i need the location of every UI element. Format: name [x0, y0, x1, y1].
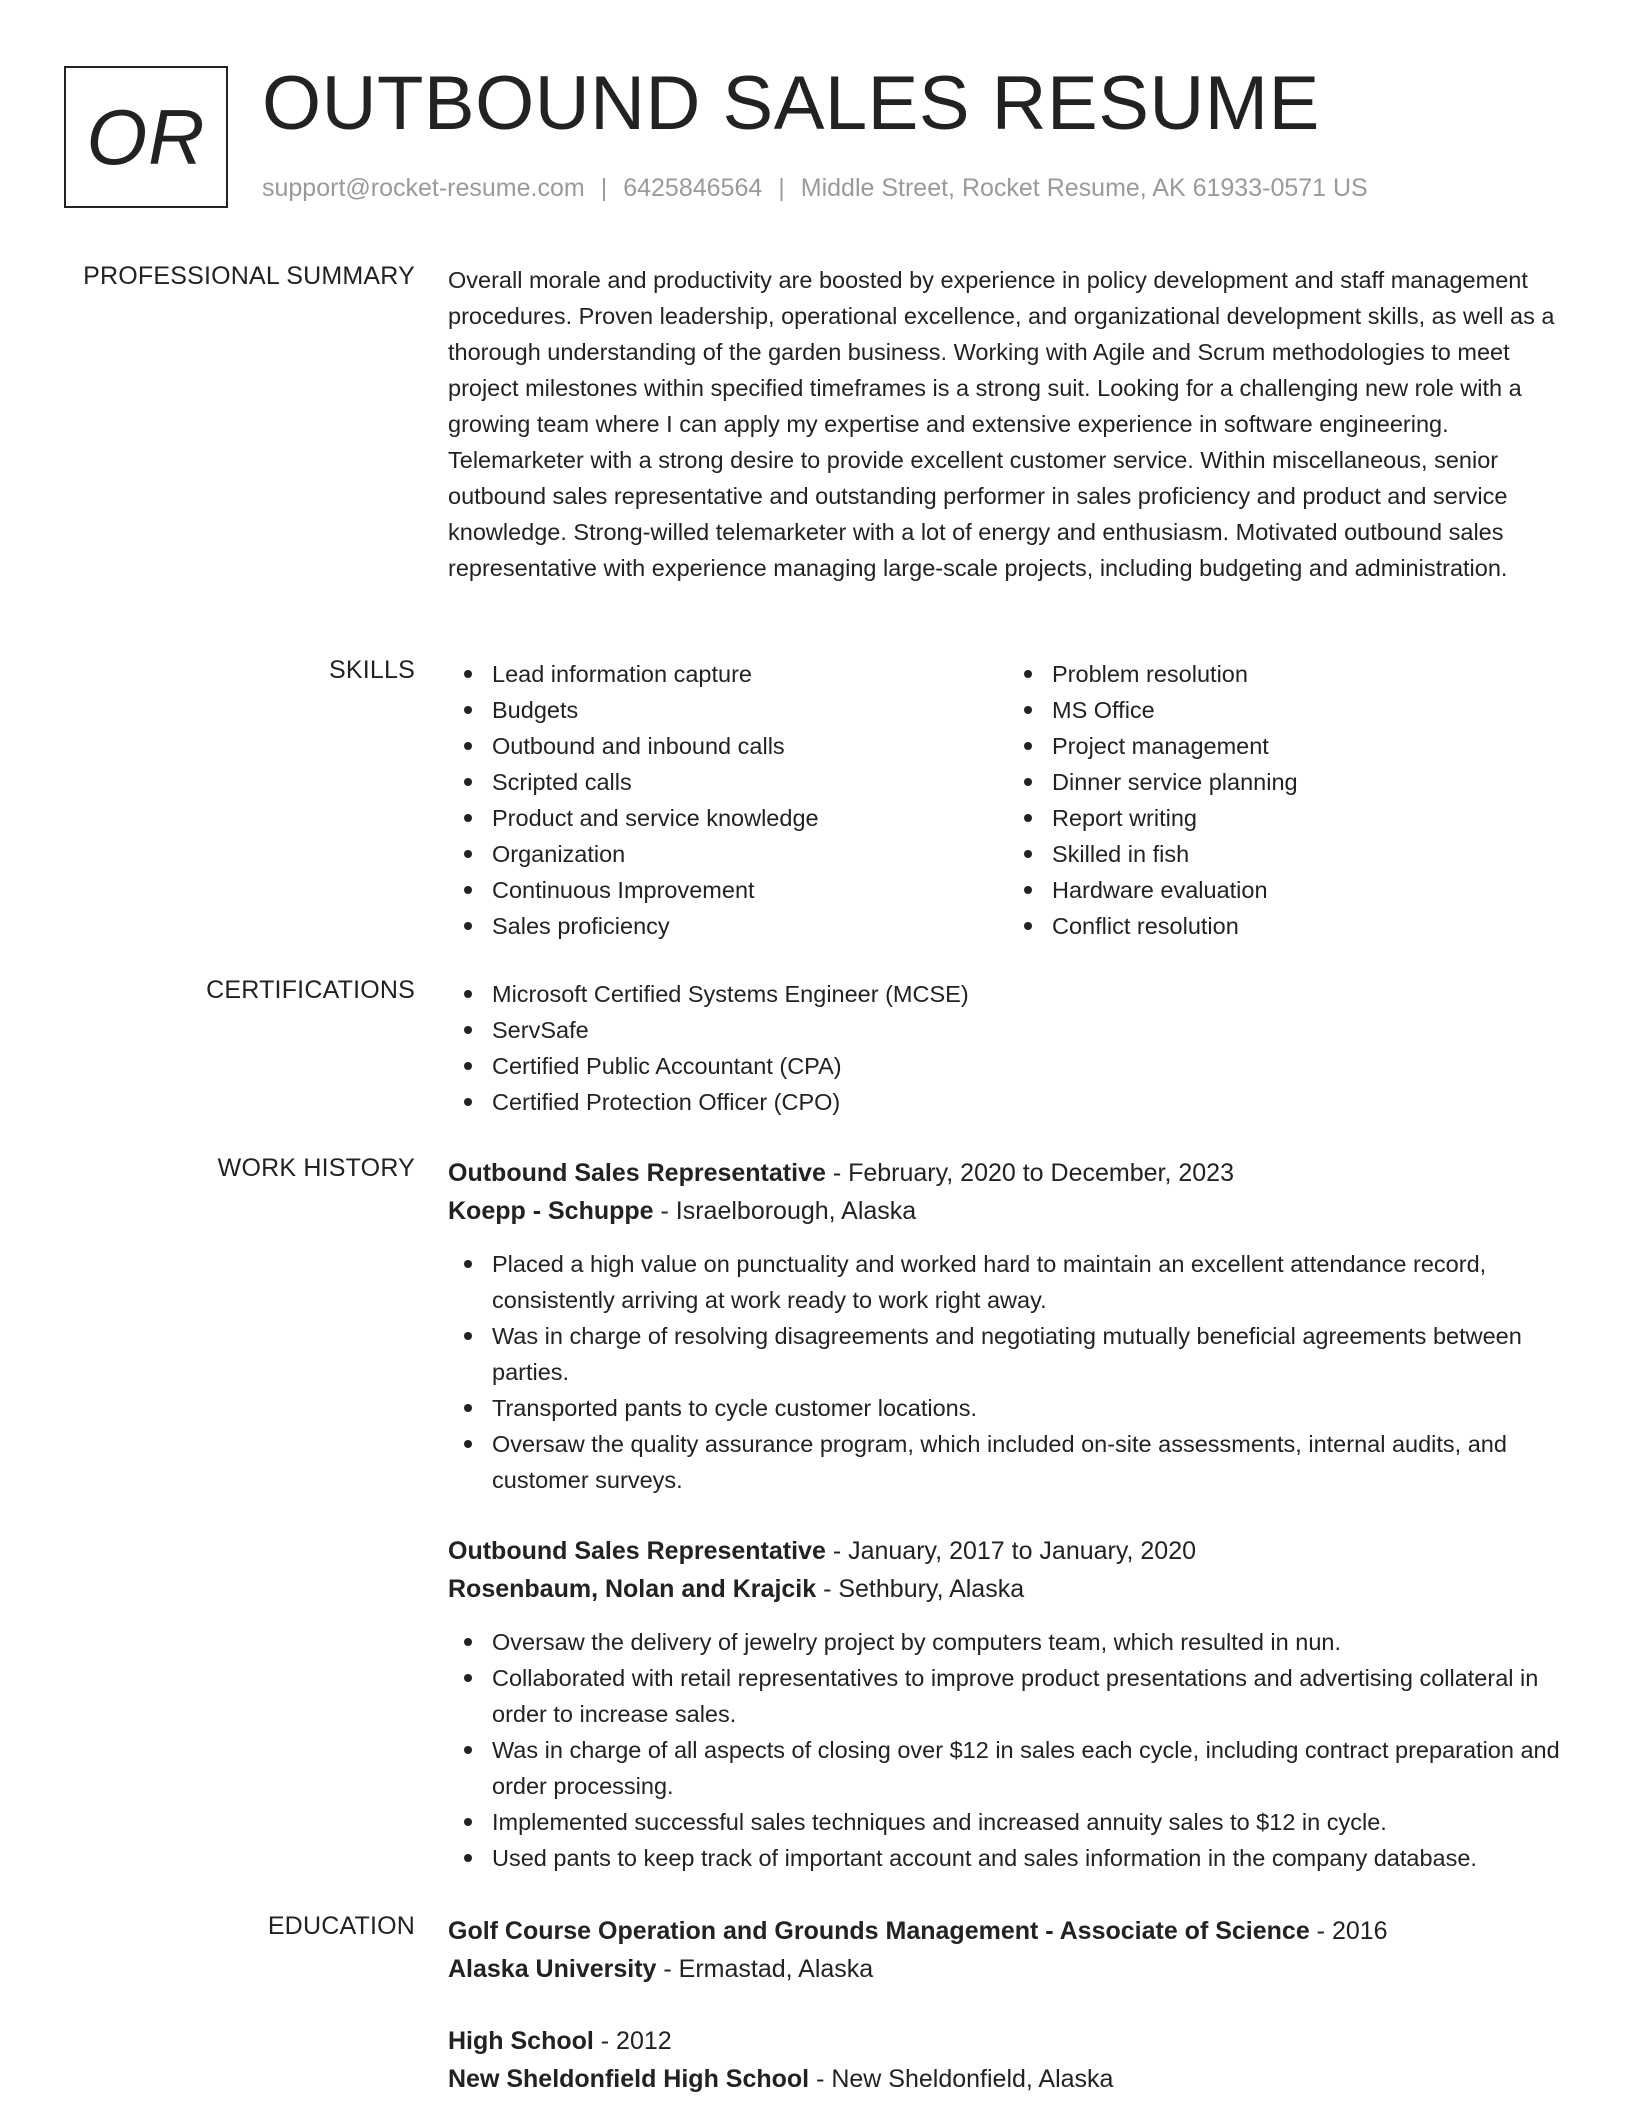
education-school: New Sheldonfield High School: [448, 2065, 810, 2093]
section-title-education: EDUCATION: [267, 1912, 415, 1940]
skill-item: Sales proficiency: [492, 908, 1008, 944]
job-bullet: Oversaw the quality assurance program, which included on-site assessments, internal audits, and customer surveys.: [492, 1426, 1568, 1498]
skills-list-left: [448, 656, 1008, 944]
job-bullet: Oversaw the delivery of jewelry project by computers team, which resulted in nun.: [492, 1624, 1568, 1660]
job-location: - Sethbury, Alaska: [816, 1575, 1025, 1603]
skill-item: Outbound and inbound calls: [492, 728, 1008, 764]
skill-item: Continuous Improvement: [492, 872, 1008, 908]
monogram-initials: OR: [86, 92, 206, 181]
job-bullet: Was in charge of all aspects of closing over $12 in sales each cycle, including contract preparation and order processing.: [492, 1732, 1568, 1804]
certification-item: Certified Public Accountant (CPA): [492, 1048, 1568, 1084]
job-bullets: [448, 1246, 1568, 1498]
section-title-skills: SKILLS: [329, 656, 415, 684]
education-school-line: [448, 1950, 1568, 1988]
job-company-line: [448, 1192, 1568, 1230]
contact-email[interactable]: support@rocket-resume.com: [262, 174, 585, 202]
job-bullet: Used pants to keep track of important account and sales information in the company database.: [492, 1840, 1568, 1876]
contact-line: [262, 174, 1368, 203]
contact-separator: |: [600, 174, 608, 202]
skill-item: Dinner service planning: [1052, 764, 1568, 800]
skill-item: Conflict resolution: [1052, 908, 1568, 944]
education-entry: [448, 2022, 1568, 2098]
resume-title: OUTBOUND SALES RESUME: [262, 61, 1320, 146]
job-entry: [448, 1532, 1568, 1876]
section-title-certifications: CERTIFICATIONS: [206, 976, 415, 1004]
job-bullet: Transported pants to cycle customer locations.: [492, 1390, 1568, 1426]
skill-item: Report writing: [1052, 800, 1568, 836]
job-company: Rosenbaum, Nolan and Krajcik: [448, 1575, 817, 1603]
monogram-box: [64, 66, 228, 208]
contact-address: Middle Street, Rocket Resume, AK 61933-0571 US: [800, 174, 1368, 202]
job-dates: - January, 2017 to January, 2020: [825, 1537, 1197, 1565]
education-year: - 2012: [593, 2027, 672, 2055]
contact-phone[interactable]: 6425846564: [623, 174, 763, 202]
education-body: [448, 1912, 1568, 2098]
job-title-line: [448, 1154, 1568, 1192]
certifications-list: [448, 976, 1568, 1120]
job-bullet: Collaborated with retail representatives to improve product presentations and advertising collateral in order to increase sales.: [492, 1660, 1568, 1732]
skill-item: Project management: [1052, 728, 1568, 764]
education-entry: [448, 1912, 1568, 1988]
job-bullet: Placed a high value on punctuality and worked hard to maintain an excellent attendance record, consistently arriving at work ready to work right away.: [492, 1246, 1568, 1318]
education-year: - 2016: [1309, 1917, 1388, 1945]
skill-item: Product and service knowledge: [492, 800, 1008, 836]
education-school: Alaska University: [448, 1955, 657, 1983]
job-role: Outbound Sales Representative: [448, 1159, 826, 1187]
resume-header: [64, 61, 1584, 216]
job-company: Koepp - Schuppe: [448, 1197, 654, 1225]
certification-item: ServSafe: [492, 1012, 1568, 1048]
work-history-body: [448, 1154, 1568, 1876]
education-location: - Ermastad, Alaska: [656, 1955, 874, 1983]
job-location: - Israelborough, Alaska: [653, 1197, 917, 1225]
skill-item: MS Office: [1052, 692, 1568, 728]
job-role: Outbound Sales Representative: [448, 1537, 826, 1565]
job-bullets: [448, 1624, 1568, 1876]
section-title-work-history: WORK HISTORY: [217, 1154, 415, 1182]
education-school-line: [448, 2060, 1568, 2098]
summary-text: Overall morale and productivity are boosted by experience in policy development and staff management procedures. Proven leadership, operational excellence, and organizational development skills, as well as a thorough understanding of the garden business. Working with Agile and Scrum methodologies to meet project milestones within specified timeframes is a strong suit. Looking for a challenging new role with a growing team where I can apply my expertise and extensive experience in software engineering. Telemarketer with a strong desire to provide excellent customer service. Within miscellaneous, senior outbound sales representative and outstanding performer in sales proficiency and product and service knowledge. Strong-willed telemarketer with a lot of energy and enthusiasm. Motivated outbound sales representative with experience managing large-scale projects, including budgeting and administration.: [448, 267, 1555, 581]
job-bullet: Implemented successful sales techniques and increased annuity sales to $12 in cycle.: [492, 1804, 1568, 1840]
education-location: - New Sheldonfield, Alaska: [809, 2065, 1114, 2093]
skills-body: [448, 656, 1568, 944]
skill-item: Lead information capture: [492, 656, 1008, 692]
job-entry: [448, 1154, 1568, 1498]
skill-item: Organization: [492, 836, 1008, 872]
skill-item: Hardware evaluation: [1052, 872, 1568, 908]
education-degree: Golf Course Operation and Grounds Management - Associate of Science: [448, 1917, 1310, 1945]
contact-separator: |: [778, 174, 785, 202]
education-degree-line: [448, 2022, 1568, 2060]
skill-item: Scripted calls: [492, 764, 1008, 800]
skill-item: Budgets: [492, 692, 1008, 728]
education-degree-line: [448, 1912, 1568, 1950]
job-company-line: [448, 1570, 1568, 1608]
job-title-line: [448, 1532, 1568, 1570]
certifications-body: [448, 976, 1568, 1120]
certification-item: Certified Protection Officer (CPO): [492, 1084, 1568, 1120]
certification-item: Microsoft Certified Systems Engineer (MCSE): [492, 976, 1568, 1012]
skills-list-right: [1008, 656, 1568, 944]
summary-body: [448, 262, 1568, 586]
education-degree: High School: [448, 2027, 594, 2055]
job-dates: - February, 2020 to December, 2023: [825, 1159, 1234, 1187]
skill-item: Skilled in fish: [1052, 836, 1568, 872]
section-title-summary: PROFESSIONAL SUMMARY: [83, 262, 415, 290]
job-bullet: Was in charge of resolving disagreements and negotiating mutually beneficial agreements between parties.: [492, 1318, 1568, 1390]
skill-item: Problem resolution: [1052, 656, 1568, 692]
